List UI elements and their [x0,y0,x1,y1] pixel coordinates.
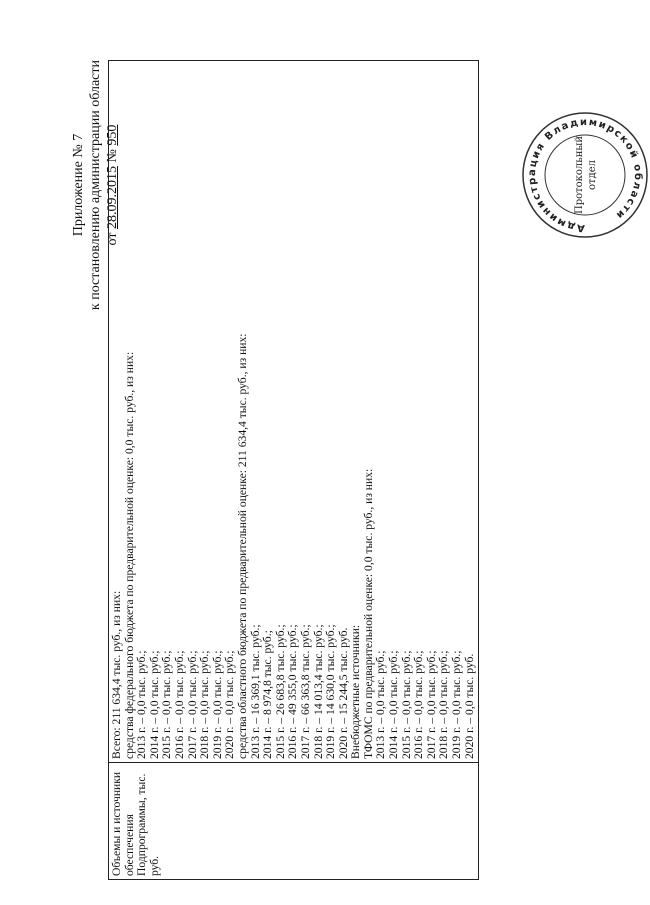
funding-content-cell [109,61,479,763]
resolution-date: 28.09.2015 [105,166,120,230]
funding-line: 2020 г. – 0,0 тыс. руб. [462,653,476,759]
funding-line: 2014 г. – 0,0 тыс. руб.; [387,650,401,759]
funding-line: Внебюджетные источники: [349,624,363,759]
funding-line: 2016 г. – 0,0 тыс. руб.; [172,650,186,759]
funding-line: 2014 г. – 0,0 тыс. руб.; [147,650,161,759]
funding-line: 2018 г. – 14 013,4 тыс. руб.; [311,624,325,759]
funding-line: 2018 г. – 0,0 тыс. руб.; [437,650,451,759]
funding-table [108,60,479,880]
resolution-number: 950 [105,124,120,146]
funding-line: 2017 г. – 66 363,8 тыс. руб.; [298,624,312,759]
funding-line: 2015 г. – 26 683,8 тыс. руб.; [273,624,287,759]
stamp-center-line2: отдел [587,160,598,190]
resolution-line: к постановлению администрации области [88,60,103,311]
funding-line: средства федерального бюджета по предварительной оценке: 0,0 тыс. руб., из них: [122,351,136,759]
funding-line: 2016 г. – 0,0 тыс. руб.; [412,650,426,759]
funding-line: 2014 г. – 8 974,8 тыс. руб.; [261,630,275,759]
funding-line: Всего: 211 634,4 тыс. руб., из них: [110,590,123,759]
appendix-title: Приложение № 7 [71,133,86,237]
funding-line: 2017 г. – 0,0 тыс. руб.; [185,650,199,759]
funding-line: 2016 г. – 49 355,0 тыс. руб.; [286,624,300,759]
funding-line: 2019 г. – 0,0 тыс. руб.; [450,650,464,759]
funding-line: 2020 г. – 0,0 тыс. руб.; [223,650,237,759]
funding-line: ТФОМС по предварительной оценке: 0,0 тыс. руб., из них: [361,468,375,759]
number-prefix: № [105,149,120,163]
funding-line: 2013 г. – 0,0 тыс. руб.; [374,650,388,759]
table-row [109,61,479,880]
stamp-ring-text: Администрация Владимирской области [526,116,644,234]
funding-line: 2018 г. – 0,0 тыс. руб.; [198,650,212,759]
funding-label-cell: Объемы и источники обеспечения Подпрограммы, тыс. руб. [109,763,479,880]
funding-line: средства областного бюджета по предварительной оценке: 211 634,4 тыс. руб., из них: [235,333,249,759]
stamp-center-line1: Протокольный [574,135,585,215]
from-prefix: от [105,232,120,246]
funding-line: 2019 г. – 14 630,0 тыс. руб.; [324,624,338,759]
funding-line: 2020 г. – 15 244,5 тыс. руб. [336,627,350,759]
funding-line: 2019 г. – 0,0 тыс. руб.; [210,650,224,759]
funding-line: 2017 г. – 0,0 тыс. руб.; [424,650,438,759]
official-stamp [520,110,650,240]
rotated-content [50,20,644,880]
funding-line: 2013 г. – 0,0 тыс. руб.; [135,650,149,759]
funding-line: 2015 г. – 0,0 тыс. руб.; [160,650,174,759]
funding-line: 2013 г. – 16 369,1 тыс. руб.; [248,624,262,759]
funding-line: 2015 г. – 0,0 тыс. руб.; [399,650,413,759]
